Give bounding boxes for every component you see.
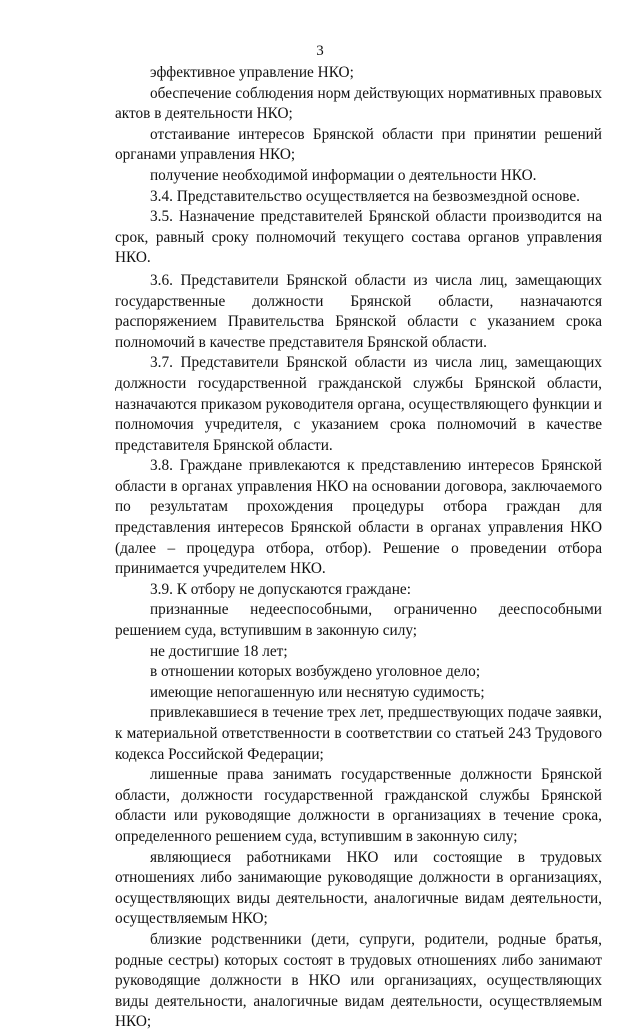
page-number: 3	[316, 43, 324, 59]
paragraph: получение необходимой информации о деятельности НКО.	[150, 166, 537, 184]
paragraph: 3.5. Назначение представителей Брянской области производится на срок, равный сроку полномочий текущего состава органов управления НКО.	[115, 208, 602, 267]
paragraph: привлекавшиеся в течение трех лет, предшествующих подаче заявки, к материальной ответственности в соответствии со статьей 243 Трудового кодекса Российской Федерации;	[115, 704, 602, 763]
paragraph: отстаивание интересов Брянской области при принятии решений органами управления НКО;	[115, 125, 602, 164]
paragraph: 3.7. Представители Брянской области из числа лиц, замещающих должности государственной гражданской службы Брянской области, назначаются приказом руководителя органа, осуществляющего функции и полномочия учредителя, с указанием срока полномочий в качестве представителя Брянской области.	[115, 354, 602, 454]
paragraph: признанные недееспособными, ограниченно дееспособными решением суда, вступившим в законную силу;	[115, 601, 602, 640]
paragraph: являющиеся работниками НКО или состоящие в трудовых отношениях либо занимающие руководящие должности в организациях, осуществляющих виды деятельности, аналогичные видам деятельности, осуществляемым НКО;	[115, 848, 602, 928]
paragraph: имеющие непогашенную или неснятую судимость;	[150, 683, 485, 701]
paragraph: обеспечение соблюдения норм действующих нормативных правовых актов в деятельности НКО;	[115, 84, 602, 123]
paragraph: эффективное управление НКО;	[150, 64, 354, 81]
paragraph: 3.6. Представители Брянской области из числа лиц, замещающих государственные должности Брянской области, назначаются распоряжением Правительства Брянской области с указанием срока полномочий в качестве представителя Брянской области.	[115, 271, 602, 351]
paragraph: 3.4. Представительство осуществляется на безвозмездной основе.	[150, 187, 580, 205]
document-body	[115, 63, 602, 1033]
paragraph: 3.9. К отбору не допускаются граждане:	[150, 580, 411, 598]
paragraph: лишенные права занимать государственные должности Брянской области, должности государственной гражданской службы Брянской области или руководящие должности в организациях в течение срока, определенного решением суда, вступившим в законную силу;	[115, 766, 602, 845]
paragraph: 3.8. Граждане привлекаются к представлению интересов Брянской области в органах управления НКО на основании договора, заключаемого по результатам прохождения процедуры отбора граждан для представления интересов Брянской области в органах управления НКО (далее – процедура отбора, отбор). Решение о проведении отбора принимается учредителем НКО.	[115, 457, 602, 578]
paragraph: близкие родственники (дети, супруги, родители, родные братья, родные сестры) которых состоят в трудовых отношениях либо занимают руководящие должности в НКО или организациях, осуществляющих виды деятельности, аналогичные видам деятельности, осуществляемым НКО;	[115, 930, 602, 1031]
paragraph: не достигшие 18 лет;	[150, 642, 288, 660]
paragraph: в отношении которых возбуждено уголовное дело;	[150, 663, 481, 681]
